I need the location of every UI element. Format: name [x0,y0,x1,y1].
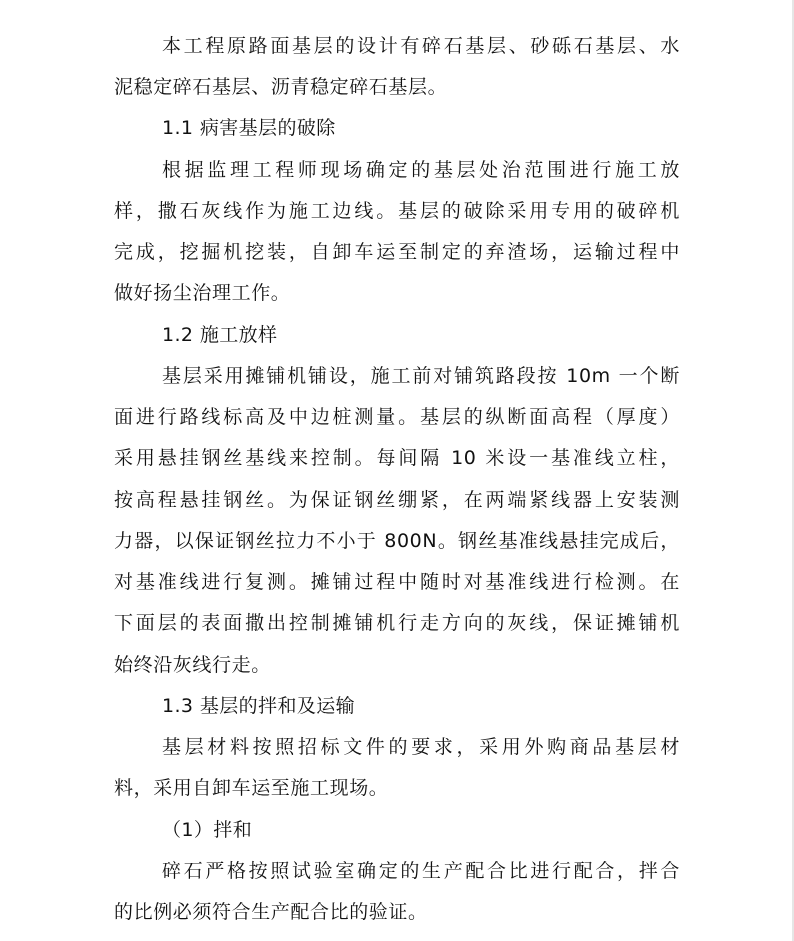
subheading-mixing: （1）拌和 [162,819,253,841]
paragraph-3-line-1: 基层采用摊铺机铺设，施工前对铺筑路段按 10m 一个断 [162,365,680,387]
heading-1-3: 1.3 基层的拌和及运输 [162,695,356,717]
paragraph-2-line-3: 完成，挖掘机挖装，自卸车运至制定的弃渣场，运输过程中 [114,241,680,263]
paragraph-3-line-3: 采用悬挂钢丝基线来控制。每间隔 10 米设一基准线立柱， [114,447,680,469]
paragraph-4-line-1: 基层材料按照招标文件的要求，采用外购商品基层材 [162,736,680,758]
paragraph-2-line-1: 根据监理工程师现场确定的基层处治范围进行施工放 [162,159,680,181]
paragraph-2-line-2: 样，撒石灰线作为施工边线。基层的破除采用专用的破碎机 [114,200,680,222]
paragraph-1-line-1: 本工程原路面基层的设计有碎石基层、砂砾石基层、水 [162,35,680,57]
paragraph-5-line-2: 的比例必须符合生产配合比的验证。 [114,901,428,923]
heading-1-1: 1.1 病害基层的破除 [162,117,336,139]
paragraph-2-line-4: 做好扬尘治理工作。 [114,282,291,304]
paragraph-5-line-1: 碎石严格按照试验室确定的生产配合比进行配合，拌合 [162,860,680,882]
paragraph-3-line-6: 对基准线进行复测。摊铺过程中随时对基准线进行检测。在 [114,571,680,593]
paragraph-3-line-7: 下面层的表面撒出控制摊铺机行走方向的灰线，保证摊铺机 [114,612,680,634]
paragraph-4-line-2: 料，采用自卸车运至施工现场。 [114,777,389,799]
paragraph-1-line-2: 泥稳定碎石基层、沥青稳定碎石基层。 [114,76,448,98]
paragraph-3-line-5: 力器，以保证钢丝拉力不小于 800N。钢丝基准线悬挂完成后， [114,530,680,552]
paragraph-3-line-2: 面进行路线标高及中边桩测量。基层的纵断面高程（厚度） [114,406,680,428]
paragraph-3-line-4: 按高程悬挂钢丝。为保证钢丝绷紧，在两端紧线器上安装测 [114,489,680,511]
heading-1-2: 1.2 施工放样 [162,324,278,346]
paragraph-3-line-8: 始终沿灰线行走。 [114,654,271,676]
